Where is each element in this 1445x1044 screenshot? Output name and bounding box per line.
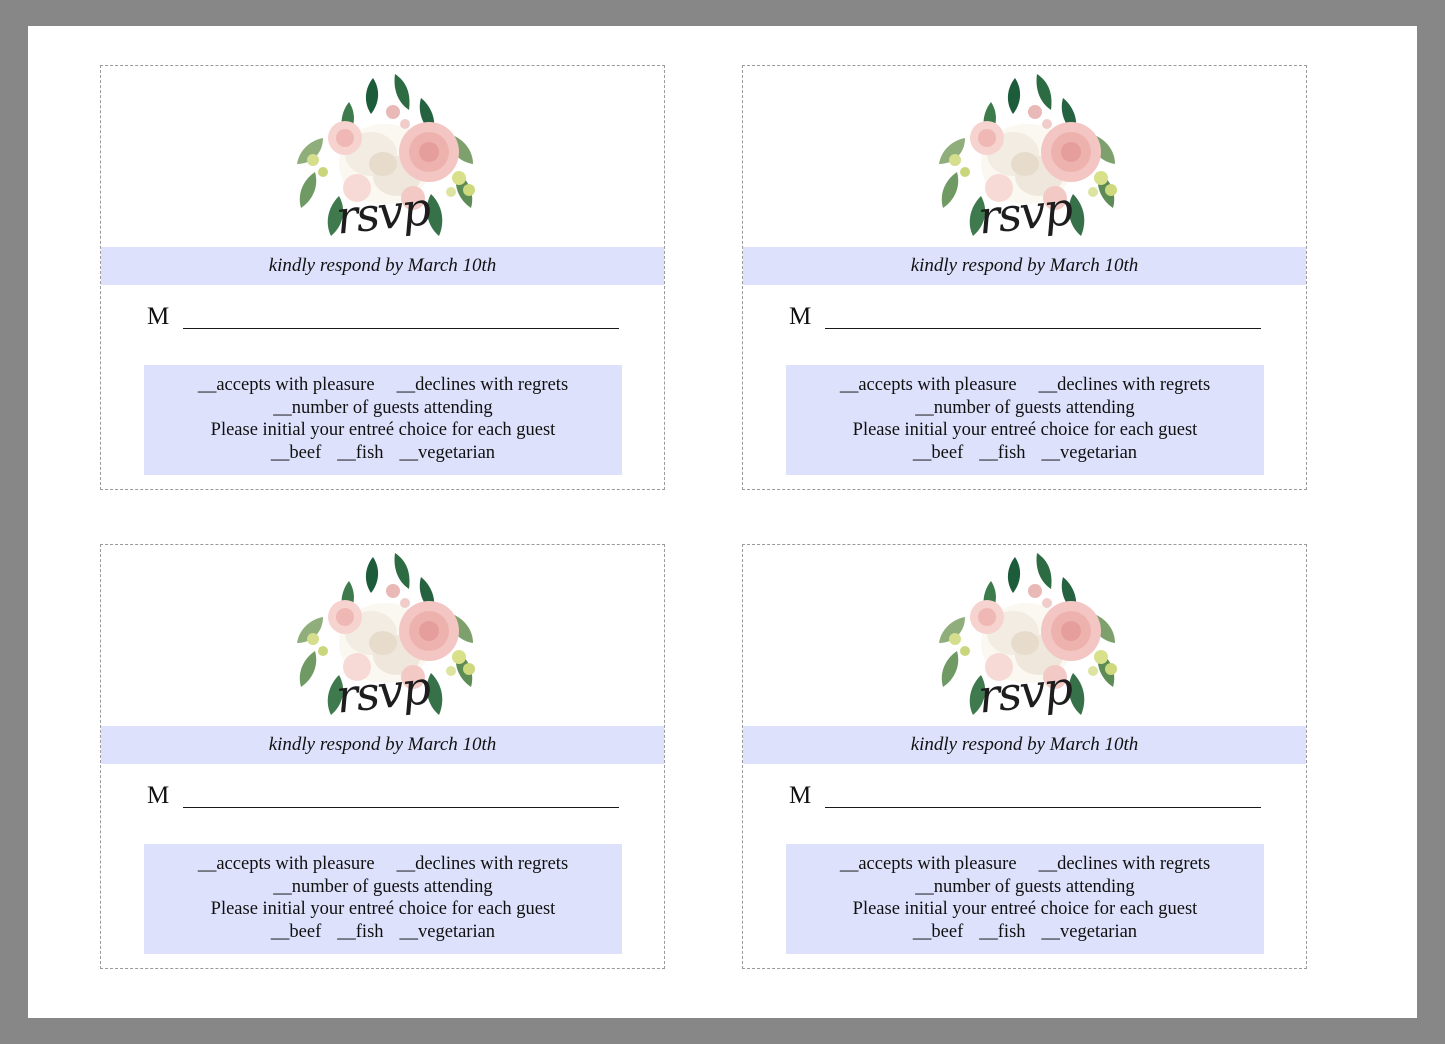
guest-count-row[interactable]: __number of guests attending: [273, 876, 493, 897]
vegetarian-option[interactable]: __vegetarian: [399, 921, 496, 942]
respond-by-band: [743, 726, 1306, 764]
accept-decline-row[interactable]: [786, 853, 1264, 876]
respond-by-band: [101, 247, 664, 285]
rsvp-card[interactable]: [100, 544, 665, 969]
beef-option[interactable]: __beef: [912, 442, 964, 463]
floral-bouquet-icon: [101, 66, 664, 258]
respond-by-text: kindly respond by March 10th: [910, 255, 1139, 276]
entree-options-row[interactable]: [144, 442, 622, 465]
vegetarian-option[interactable]: __vegetarian: [1041, 921, 1138, 942]
guest-name-line[interactable]: [147, 783, 619, 808]
response-options-block[interactable]: [786, 844, 1264, 954]
guest-count-row[interactable]: __number of guests attending: [915, 876, 1135, 897]
declines-option[interactable]: __declines with regrets: [396, 375, 569, 395]
rsvp-card[interactable]: [742, 65, 1307, 490]
guest-count-row[interactable]: __number of guests attending: [273, 397, 493, 418]
rsvp-script-title: rsvp: [975, 660, 1074, 724]
rsvp-script-title: rsvp: [975, 181, 1074, 245]
print-page: [28, 26, 1417, 1018]
entree-options-row[interactable]: [786, 921, 1264, 944]
entree-instruction-row: Please initial your entreé choice for each guest: [852, 899, 1198, 919]
rsvp-card[interactable]: [742, 544, 1307, 969]
fish-option[interactable]: __fish: [337, 921, 384, 942]
entree-instruction-row: Please initial your entreé choice for each guest: [852, 420, 1198, 440]
rsvp-script-title: rsvp: [333, 181, 432, 245]
declines-option[interactable]: __declines with regrets: [396, 854, 569, 874]
accept-decline-row[interactable]: [786, 374, 1264, 397]
fish-option[interactable]: __fish: [337, 442, 384, 463]
entree-instruction-row: Please initial your entreé choice for each guest: [210, 899, 556, 919]
floral-bouquet-icon: [101, 545, 664, 737]
guest-name-line[interactable]: [789, 304, 1261, 329]
card-sheet: [28, 26, 1417, 1018]
rsvp-script-title: rsvp: [333, 660, 432, 724]
respond-by-text: kindly respond by March 10th: [910, 734, 1139, 755]
declines-option[interactable]: __declines with regrets: [1038, 375, 1211, 395]
name-write-in-rule[interactable]: [183, 789, 619, 808]
beef-option[interactable]: __beef: [270, 921, 322, 942]
guest-count-row[interactable]: __number of guests attending: [915, 397, 1135, 418]
respond-by-band: [743, 247, 1306, 285]
guest-name-line[interactable]: [789, 783, 1261, 808]
floral-bouquet-icon: [743, 66, 1306, 258]
accept-decline-row[interactable]: [144, 374, 622, 397]
respond-by-text: kindly respond by March 10th: [268, 255, 497, 276]
accept-decline-row[interactable]: [144, 853, 622, 876]
accepts-option[interactable]: __accepts with pleasure: [839, 854, 1017, 874]
name-write-in-rule[interactable]: [825, 789, 1261, 808]
name-prefix-label: M: [147, 303, 170, 330]
response-options-block[interactable]: [144, 844, 622, 954]
floral-bouquet-icon: [743, 545, 1306, 737]
beef-option[interactable]: __beef: [912, 921, 964, 942]
entree-instruction-row: Please initial your entreé choice for each guest: [210, 420, 556, 440]
beef-option[interactable]: __beef: [270, 442, 322, 463]
accepts-option[interactable]: __accepts with pleasure: [839, 375, 1017, 395]
name-prefix-label: M: [147, 782, 170, 809]
vegetarian-option[interactable]: __vegetarian: [399, 442, 496, 463]
entree-options-row[interactable]: [786, 442, 1264, 465]
respond-by-band: [101, 726, 664, 764]
fish-option[interactable]: __fish: [979, 921, 1026, 942]
response-options-block[interactable]: [786, 365, 1264, 475]
accepts-option[interactable]: __accepts with pleasure: [197, 854, 375, 874]
entree-options-row[interactable]: [144, 921, 622, 944]
fish-option[interactable]: __fish: [979, 442, 1026, 463]
response-options-block[interactable]: [144, 365, 622, 475]
name-write-in-rule[interactable]: [825, 310, 1261, 329]
name-prefix-label: M: [789, 303, 812, 330]
guest-name-line[interactable]: [147, 304, 619, 329]
name-write-in-rule[interactable]: [183, 310, 619, 329]
vegetarian-option[interactable]: __vegetarian: [1041, 442, 1138, 463]
respond-by-text: kindly respond by March 10th: [268, 734, 497, 755]
rsvp-card[interactable]: [100, 65, 665, 490]
name-prefix-label: M: [789, 782, 812, 809]
declines-option[interactable]: __declines with regrets: [1038, 854, 1211, 874]
accepts-option[interactable]: __accepts with pleasure: [197, 375, 375, 395]
